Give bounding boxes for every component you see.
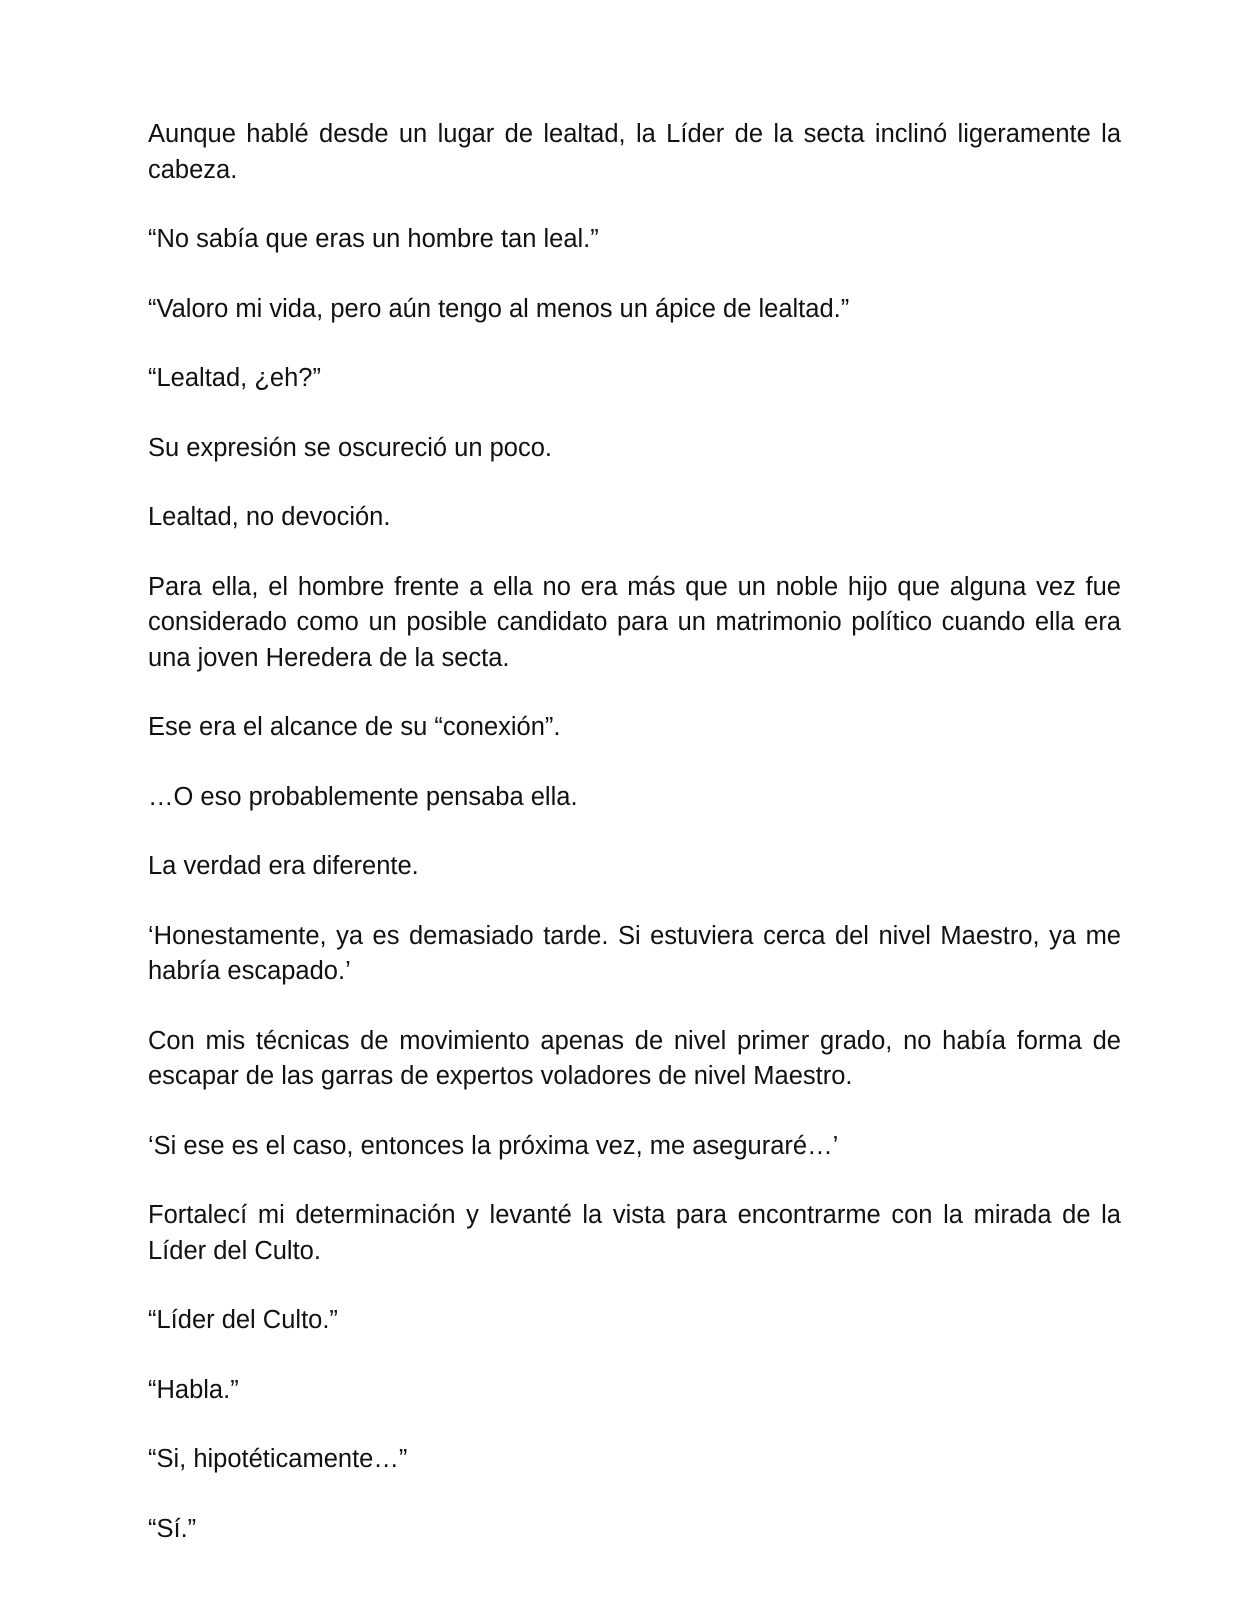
paragraph: Fortalecí mi determinación y levanté la vista para encontrarme con la mirada de la Líder del Culto. bbox=[148, 1201, 1121, 1265]
paragraph: Para ella, el hombre frente a ella no era más que un noble hijo que alguna vez fue considerado como un posible candidato para un matrimonio político cuando ella era una joven Heredera de la secta. bbox=[148, 572, 1121, 672]
paragraph: Con mis técnicas de movimiento apenas de nivel primer grado, no había forma de escapar de las garras de expertos voladores de nivel Maestro. bbox=[148, 1026, 1121, 1090]
paragraph: “Valoro mi vida, pero aún tengo al menos un ápice de lealtad.” bbox=[148, 294, 850, 323]
paragraph: Su expresión se oscureció un poco. bbox=[148, 433, 552, 462]
paragraph: “No sabía que eras un hombre tan leal.” bbox=[148, 225, 599, 253]
paragraph: “Habla.” bbox=[148, 1375, 239, 1404]
paragraph: ‘Honestamente, ya es demasiado tarde. Si estuviera cerca del nivel Maestro, ya me habría escapado.’ bbox=[148, 921, 1121, 985]
paragraph: “Si, hipotéticamente…” bbox=[148, 1445, 408, 1473]
paragraph: …O eso probablemente pensaba ella. bbox=[148, 782, 578, 811]
paragraph: Lealtad, no devoción. bbox=[148, 503, 391, 531]
paragraph: La verdad era diferente. bbox=[148, 852, 419, 880]
paragraph: “Lealtad, ¿eh?” bbox=[148, 364, 321, 392]
paragraph: Aunque hablé desde un lugar de lealtad, la Líder de la secta inclinó ligeramente la cabeza. bbox=[148, 120, 1121, 184]
paragraph: Ese era el alcance de su “conexión”. bbox=[148, 713, 561, 741]
paragraph: “Líder del Culto.” bbox=[148, 1306, 338, 1334]
paragraph: ‘Si ese es el caso, entonces la próxima vez, me aseguraré…’ bbox=[148, 1131, 839, 1160]
paragraph: “Sí.” bbox=[148, 1514, 197, 1543]
